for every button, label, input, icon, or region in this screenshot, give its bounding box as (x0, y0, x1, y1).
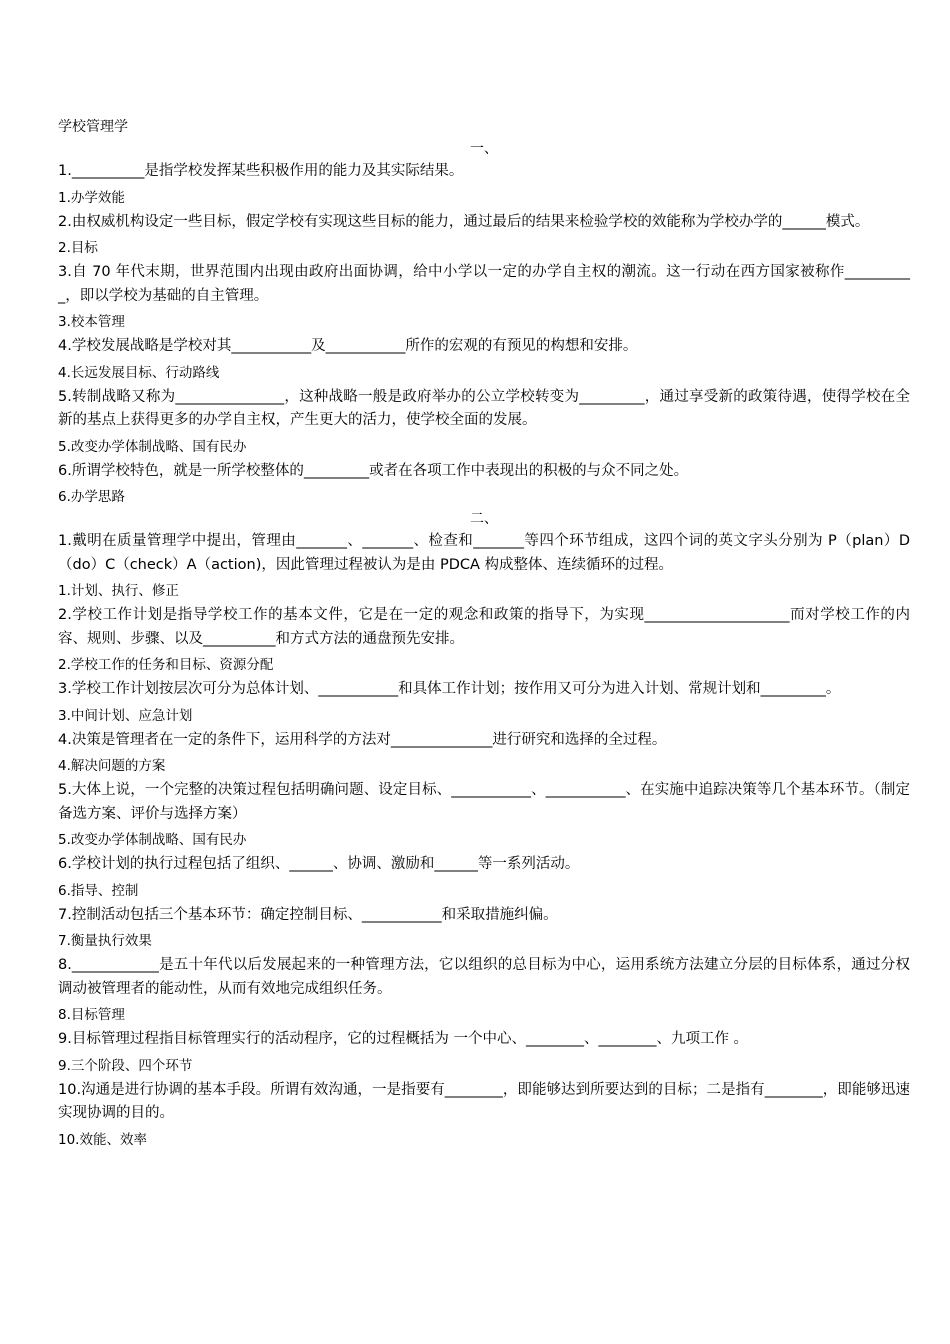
answer-text: 3.校本管理 (58, 314, 125, 330)
document-body (58, 140, 910, 1151)
question-text: 3.自 70 年代末期，世界范围内出现由政府出面协调，给中小学以一定的办学自主权的潮流。这一行动在西方国家被称作__________，即以学校为基础的自主管理。 (58, 264, 910, 304)
question-text: 1.__________是指学校发挥某些积极作用的能力及其实际结果。 (58, 163, 464, 179)
answer-text: 10.效能、效率 (58, 1131, 147, 1148)
document-title: 学校管理学 (58, 119, 128, 135)
question-text: 6.学校计划的执行过程包括了组织、______、协调、激励和______等一系列活动。 (58, 856, 580, 872)
question-text: 8.____________是五十年代以后发展起来的一种管理方法，它以组织的总目标为中心，运用系统方法建立分层的目标体系，通过分权调动被管理者的能动性，从而有效地完成组织任务。 (58, 957, 910, 997)
answer-text: 4.长远发展目标、行动路线 (58, 364, 220, 381)
answer-text: 2.目标 (58, 240, 98, 256)
question-text: 6.所谓学校特色，就是一所学校整体的_________或者在各项工作中表现出的积极的与众不同之处。 (58, 462, 689, 479)
question-text: 9.目标管理过程指目标管理实行的活动程序，它的过程概括为 一个中心、________、________、九项工作 。 (58, 1031, 749, 1047)
question-text: 5.大体上说，一个完整的决策过程包括明确问题、设定目标、___________、___________、在实施中追踪决策等几个基本环节。（制定备选方案、评价与选择方案） (58, 782, 910, 822)
answer-text: 7.衡量执行效果 (58, 933, 152, 949)
question-text: 5.转制战略又称为_______________，这种战略一般是政府举办的公立学校转变为_________，通过享受新的政策待遇，使得学校在全新的基点上获得更多的办学自主权，产生更大的活力，使学校全面的发展。 (58, 388, 910, 428)
question-text: 1.戴明在质量管理学中提出，管理由_______、_______、检查和_______等四个环节组成，这四个词的英文字头分别为 P（plan）D（do）C（check）A（action)，因此管理过程被认为是由 PDCA 构成整体、连续循环的过程。 (58, 533, 910, 573)
answer-text: 6.办学思路 (58, 489, 125, 505)
answer-text: 1.办学效能 (58, 189, 125, 206)
answer-text: 9.三个阶段、四个环节 (58, 1057, 193, 1074)
question-text: 7.控制活动包括三个基本环节：确定控制目标、___________和采取措施纠偏。 (58, 906, 558, 923)
answer-text: 5.改变办学体制战略、国有民办 (58, 438, 247, 455)
answer-text: 4.解决问题的方案 (58, 758, 166, 774)
question-text: 4.决策是管理者在一定的条件下，运用科学的方法对______________进行研究和选择的全过程。 (58, 731, 667, 748)
section-heading: 一、 (470, 141, 498, 157)
document-page (58, 118, 910, 1153)
answer-text: 8.目标管理 (58, 1007, 125, 1023)
answer-text: 6.指导、控制 (58, 882, 139, 899)
answer-text: 5.改变办学体制战略、国有民办 (58, 832, 247, 848)
question-text: 2.由权威机构设定一些目标，假定学校有实现这些目标的能力，通过最后的结果来检验学校的效能称为学校办学的______模式。 (58, 213, 870, 230)
answer-text: 3.中间计划、应急计划 (58, 707, 193, 724)
answer-text: 1.计划、执行、修正 (58, 583, 179, 599)
section-heading: 二、 (470, 511, 498, 527)
question-text: 3.学校工作计划按层次可分为总体计划、___________和具体工作计划；按作用又可分为进入计划、常规计划和_________。 (58, 681, 841, 697)
question-text: 2.学校工作计划是指导学校工作的基本文件，它是在一定的观念和政策的指导下，为实现____________________而对学校工作的内容、规则、步骤、以及__________和方式方法的通盘预先安排。 (58, 607, 910, 647)
question-text: 10.沟通是进行协调的基本手段。所谓有效沟通，一是指要有________，即能够达到所要达到的目标；二是指有________，即能够迅速实现协调的目的。 (58, 1081, 910, 1121)
answer-text: 2.学校工作的任务和目标、资源分配 (58, 657, 274, 673)
question-text: 4.学校发展战略是学校对其___________及___________所作的宏观的有预见的构想和安排。 (58, 338, 638, 354)
